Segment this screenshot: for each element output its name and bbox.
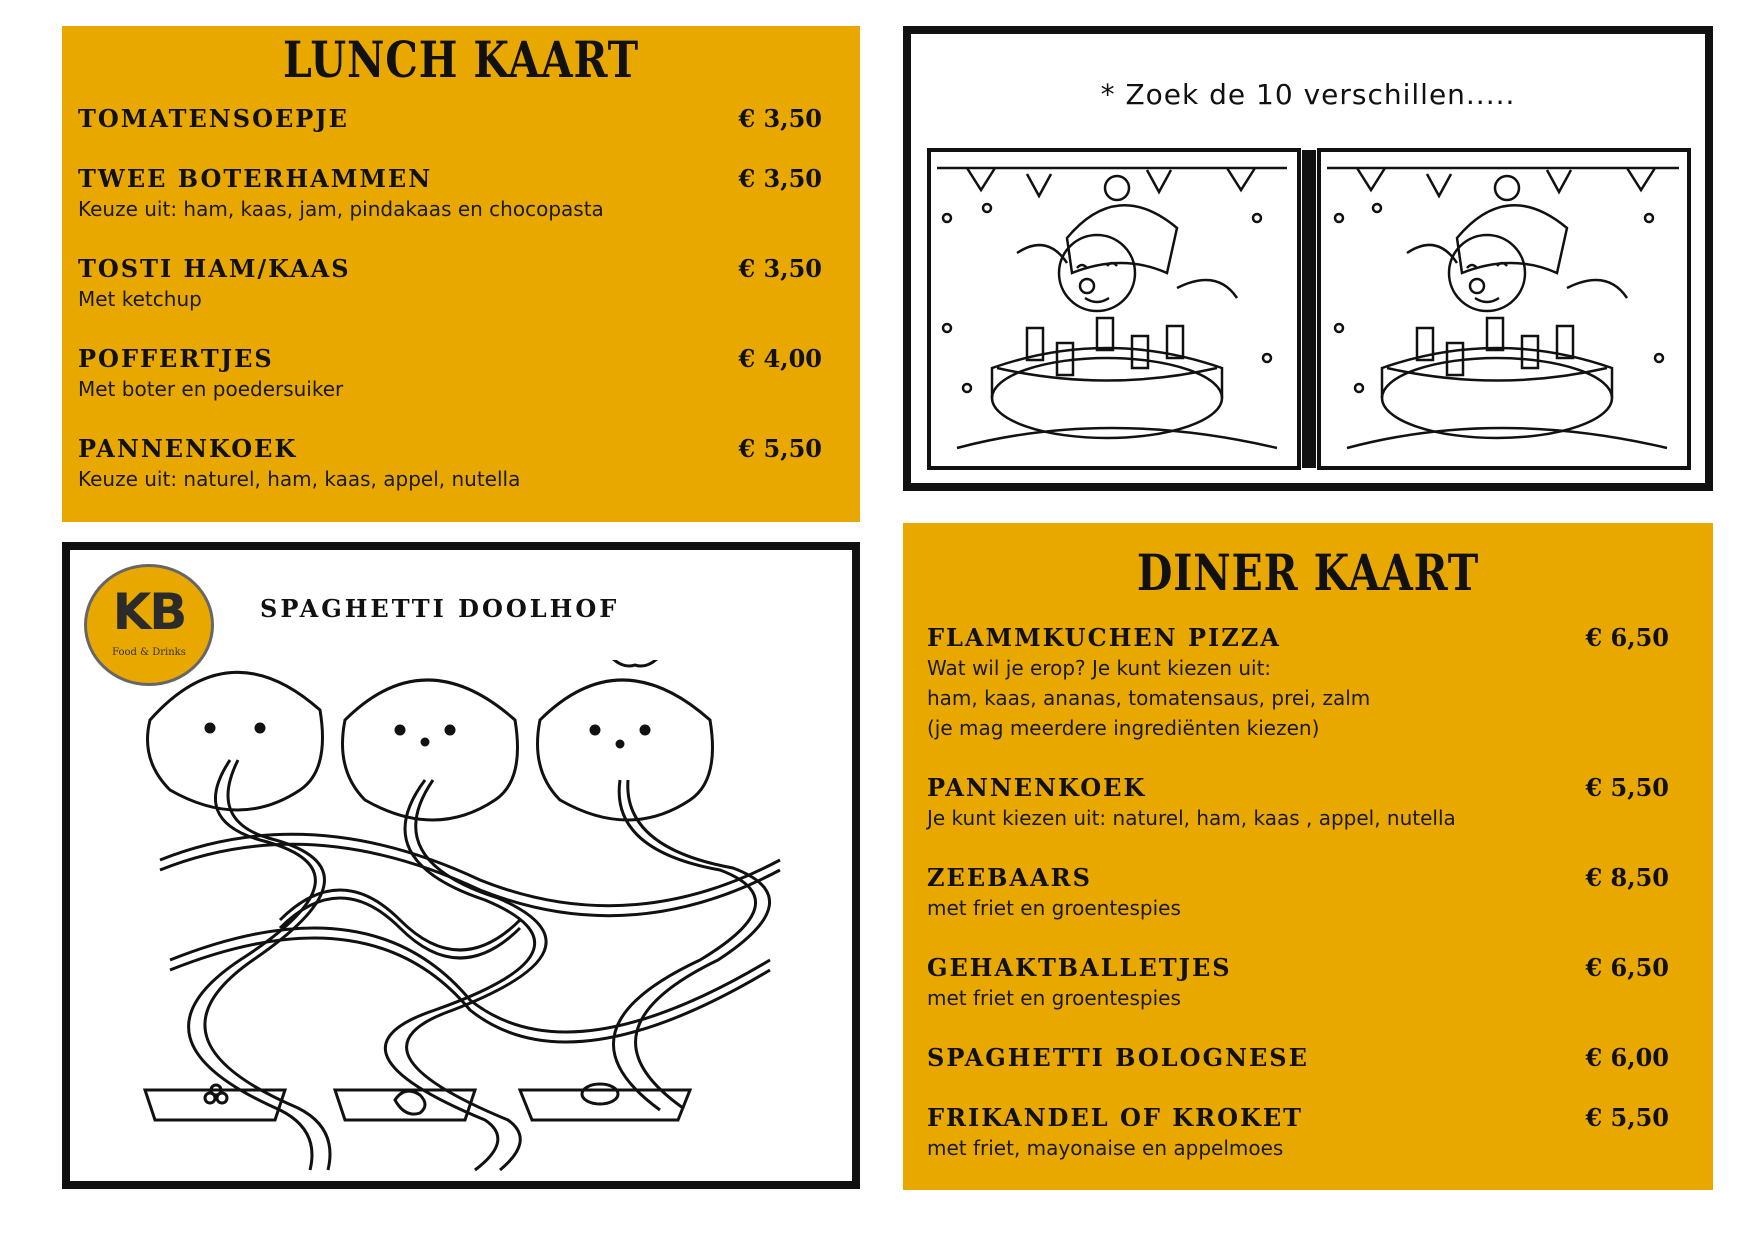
maze-title: SPAGHETTI DOOLHOF: [260, 594, 620, 623]
item-description: Met ketchup: [78, 287, 202, 311]
diner-item: [927, 1043, 1669, 1073]
diner-item: [927, 773, 1669, 833]
item-name: TOSTI HAM/KAAS: [78, 254, 351, 283]
lunch-menu-card: [62, 26, 860, 522]
differences-title: * Zoek de 10 verschillen.....: [1100, 78, 1516, 111]
item-description: (je mag meerdere ingrediënten kiezen): [927, 716, 1320, 740]
diner-title: DINER KAART: [1136, 543, 1480, 602]
item-price: € 6,50: [1585, 953, 1669, 982]
item-description: met friet, mayonaise en appelmoes: [927, 1136, 1284, 1160]
lunch-item: [78, 104, 822, 134]
item-price: € 3,50: [738, 254, 822, 283]
item-price: € 4,00: [738, 344, 822, 373]
left-picture: [937, 168, 1287, 448]
item-description: Je kunt kiezen uit: naturel, ham, kaas , appel, nutella: [927, 806, 1456, 830]
spaghetti-maze-panel: [62, 542, 860, 1189]
item-price: € 5,50: [1585, 773, 1669, 802]
item-price: € 6,00: [1585, 1043, 1669, 1072]
diner-menu-card: [903, 523, 1713, 1190]
spaghetti-maze-illustration: [130, 660, 810, 1180]
spot-the-difference-illustration: [927, 148, 1691, 472]
lunch-item: [78, 434, 822, 494]
item-description: ham, kaas, ananas, tomatensaus, prei, zalm: [927, 686, 1371, 710]
item-price: € 6,50: [1585, 623, 1669, 652]
item-name: FLAMMKUCHEN PIZZA: [927, 623, 1281, 652]
item-description: met friet en groentespies: [927, 896, 1181, 920]
item-description: Keuze uit: ham, kaas, jam, pindakaas en chocopasta: [78, 197, 604, 221]
item-name: SPAGHETTI BOLOGNESE: [927, 1043, 1309, 1072]
item-description: met friet en groentespies: [927, 986, 1181, 1010]
lunch-item: [78, 344, 822, 404]
logo-mark: KB: [112, 583, 186, 641]
item-name: TWEE BOTERHAMMEN: [78, 164, 433, 193]
item-name: PANNENKOEK: [927, 773, 1147, 802]
diner-item: [927, 953, 1669, 1013]
diner-item: [927, 863, 1669, 923]
item-name: ZEEBAARS: [927, 863, 1092, 892]
right-picture: [1327, 168, 1679, 448]
logo-subtitle: Food & Drinks: [112, 647, 186, 658]
spot-the-difference-panel: [903, 26, 1713, 491]
item-name: PANNENKOEK: [78, 434, 298, 463]
item-price: € 3,50: [738, 104, 822, 133]
lunch-title: LUNCH KAART: [283, 30, 639, 89]
diner-item: [927, 623, 1669, 743]
item-price: € 8,50: [1585, 863, 1669, 892]
item-price: € 5,50: [738, 434, 822, 463]
item-description: Met boter en poedersuiker: [78, 377, 344, 401]
item-name: GEHAKTBALLETJES: [927, 953, 1232, 982]
item-name: POFFERTJES: [78, 344, 274, 373]
item-name: FRIKANDEL OF KROKET: [927, 1103, 1304, 1132]
item-price: € 3,50: [738, 164, 822, 193]
lunch-item: [78, 254, 822, 314]
item-description: Wat wil je erop? Je kunt kiezen uit:: [927, 656, 1272, 680]
item-name: TOMATENSOEPJE: [78, 104, 349, 133]
item-description: Keuze uit: naturel, ham, kaas, appel, nutella: [78, 467, 521, 491]
lunch-item: [78, 164, 822, 224]
diner-item: [927, 1103, 1669, 1163]
item-price: € 5,50: [1585, 1103, 1669, 1132]
